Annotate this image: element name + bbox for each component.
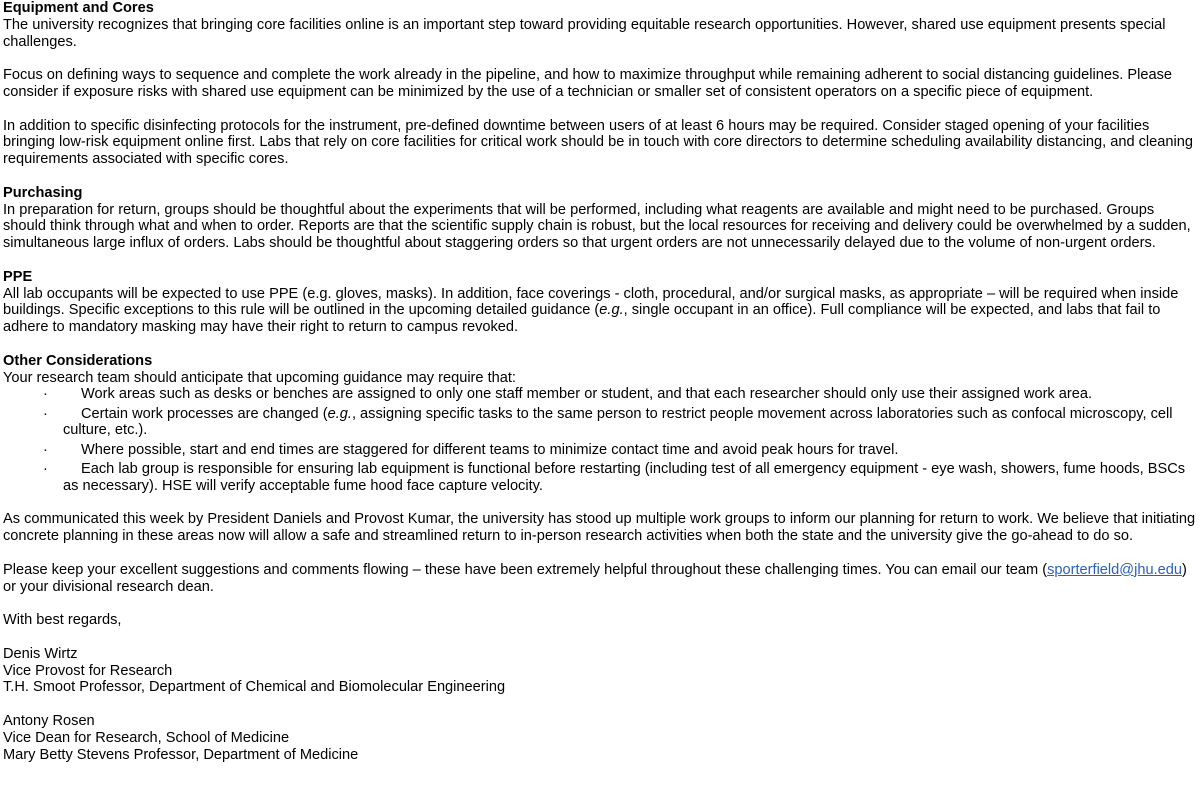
regards-line: With best regards,	[3, 612, 122, 629]
spacer	[3, 629, 1196, 646]
bullet-dot: ·	[43, 441, 48, 458]
other-intro: Your research team should anticipate that upcoming guidance may require that:	[3, 369, 516, 386]
closing-text-b: ) or your divisional research dean.	[3, 561, 1187, 595]
equipment-paragraph-2: Focus on defining ways to sequence and complete the work already in the pipeline, and how to maximize throughput while remaining adherent to social distancing guidelines. Please consider if exposure risks with shared use equipment can be minimized by the use of a technician or smaller set of consistent operators on a specific piece of equipment.	[3, 67, 1173, 100]
spacer	[3, 168, 1196, 185]
ppe-text-b: , single occupant in an office). Full compliance will be expected, and labs that fail to adhere to mandatory masking may have their right to return to campus revoked.	[3, 302, 1161, 336]
bullet-text-2-em: e.g.	[327, 405, 352, 422]
purchasing-paragraph: In preparation for return, groups should be thoughtful about the experiments that will be performed, including what reagents are available and might need to be purchased. Groups should think through what and when to order. Reports are that the scientific supply chain is robust, but the local resources for receiving and delivery could be overwhelmed by a sudden, simultaneous large influx of orders. Labs should be thoughtful about staggering orders so that urgent orders are not unnecessarily delayed due to the volume of non-urgent orders.	[3, 201, 1191, 252]
equipment-paragraph-1: The university recognizes that bringing core facilities online is an important step toward providing equitable research opportunities. However, shared use equipment presents special challenges.	[3, 16, 1166, 50]
bullet-text-2a: Certain work processes are changed (	[81, 405, 328, 422]
spacer	[3, 50, 1196, 67]
spacer	[3, 696, 1196, 713]
signature-name: Denis Wirtz	[3, 645, 78, 662]
bullet-item-4	[3, 461, 1196, 495]
email-link[interactable]: sporterfield@jhu.edu	[1047, 561, 1182, 578]
ppe-text-em: e.g.	[599, 302, 624, 319]
signature-role: Mary Betty Stevens Professor, Department of Medicine	[3, 746, 359, 763]
section-heading-purchasing: Purchasing	[3, 184, 83, 201]
signature-title: Vice Dean for Research, School of Medicine	[3, 729, 290, 746]
ppe-text-a: All lab occupants will be expected to use PPE (e.g. gloves, masks). In addition, face coverings - cloth, procedural, and/or surgical masks, as appropriate – will be required when inside buildings. Specific exceptions to this rule will be outlined in the upcoming detailed guidance (	[3, 285, 1179, 319]
bullet-dot: ·	[43, 461, 48, 478]
equipment-paragraph-3: In addition to specific disinfecting protocols for the instrument, pre-defined downtime between users of at least 6 hours may be required. Consider staged opening of your facilities bringing low-risk equipment online first. Labs that rely on core facilities for critical work should be in touch with core directors to determine scheduling availability distancing, and cleaning requirements associated with specific cores.	[3, 117, 1193, 168]
section-heading-ppe: PPE	[3, 268, 33, 285]
closing-paragraph-1: As communicated this week by President Daniels and Provost Kumar, the university has stood up multiple work groups to inform our planning for return to work. We believe that initiating concrete planning in these areas now will allow a safe and streamlined return to in-person research activities when both the state and the university give the go-ahead to do so.	[3, 511, 1196, 545]
spacer	[3, 101, 1196, 118]
bullet-dot: ·	[43, 405, 48, 422]
bullet-text-4: Each lab group is responsible for ensuring lab equipment is functional before restarting (including test of all emergency equipment - eye wash, showers, fume hoods, BSCs as necessary). HSE will verify acceptable fume hood face capture velocity.	[63, 461, 1186, 494]
spacer	[3, 252, 1196, 269]
spacer	[3, 336, 1196, 353]
spacer	[3, 495, 1196, 512]
bullet-text-1: Work areas such as desks or benches are assigned to only one staff member or student, and that each researcher should only use their assigned work area.	[81, 386, 1093, 403]
closing-paragraph-2	[3, 562, 1196, 596]
bullet-item-2	[3, 406, 1196, 440]
bullet-text-3: Where possible, start and end times are staggered for different teams to minimize contact time and avoid peak hours for travel.	[81, 441, 899, 458]
section-heading-other: Other Considerations	[3, 352, 153, 369]
bullet-dot: ·	[43, 386, 48, 403]
bullet-item-3	[3, 442, 1196, 459]
bullet-text-2b: , assigning specific tasks to the same person to restrict people movement across laboratories such as confocal microscopy, cell culture, etc.).	[63, 405, 1173, 439]
bullet-item-1	[3, 386, 1196, 403]
signature-name: Antony Rosen	[3, 712, 95, 729]
signature-title: Vice Provost for Research	[3, 662, 173, 679]
closing-text-a: Please keep your excellent suggestions and comments flowing – these have been extremely helpful throughout these challenging times. You can email our team (	[3, 561, 1048, 578]
ppe-paragraph	[3, 286, 1196, 336]
spacer	[3, 545, 1196, 562]
spacer	[3, 595, 1196, 612]
section-heading-equipment: Equipment and Cores	[3, 0, 154, 16]
signature-role: T.H. Smoot Professor, Department of Chemical and Biomolecular Engineering	[3, 679, 506, 696]
